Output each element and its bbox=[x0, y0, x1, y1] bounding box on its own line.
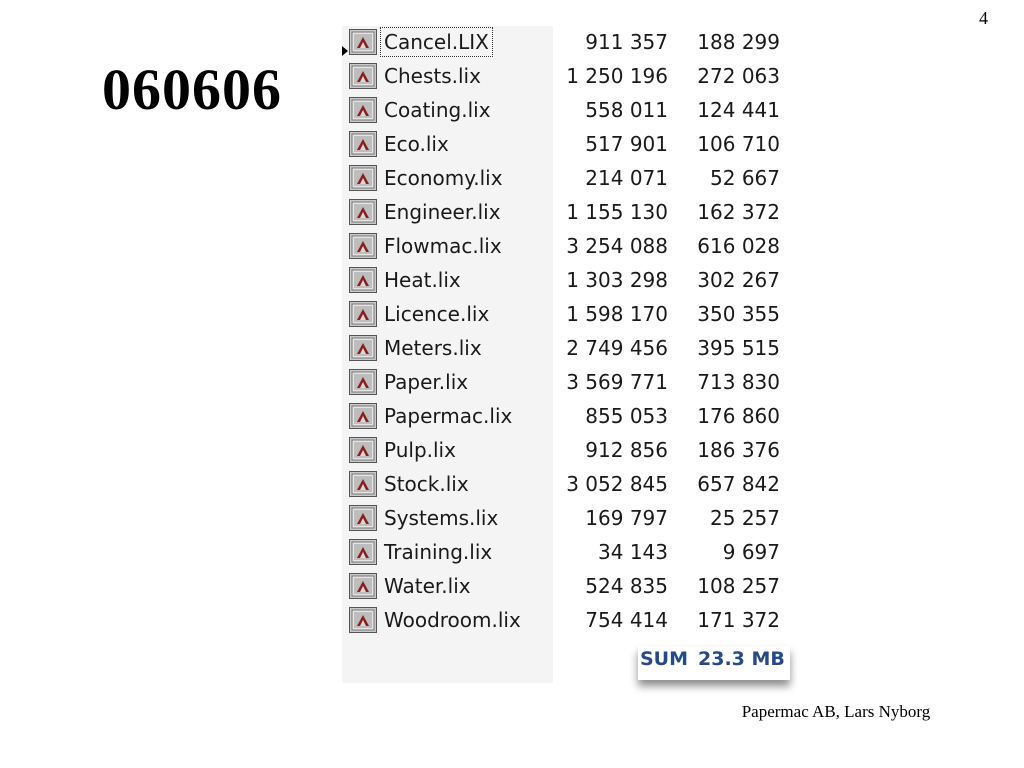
lix-file-icon bbox=[349, 233, 377, 259]
lix-file-icon bbox=[349, 267, 377, 293]
file-size-compressed: 25 257 bbox=[710, 506, 780, 530]
file-row[interactable] bbox=[342, 536, 794, 570]
file-size-compressed: 124 441 bbox=[697, 98, 780, 122]
file-row[interactable] bbox=[342, 570, 794, 604]
file-row[interactable] bbox=[342, 162, 794, 196]
lix-file-icon bbox=[349, 335, 377, 361]
file-name[interactable]: Paper.lix bbox=[384, 370, 469, 394]
file-size-original: 754 414 bbox=[585, 608, 668, 632]
slide-number: 4 bbox=[979, 8, 988, 28]
file-size-compressed: 9 697 bbox=[722, 540, 780, 564]
file-size-compressed: 162 372 bbox=[697, 200, 780, 224]
file-size-compressed: 52 667 bbox=[710, 166, 780, 190]
lix-file-icon bbox=[349, 63, 377, 89]
file-row[interactable] bbox=[342, 332, 794, 366]
file-size-original: 3 569 771 bbox=[566, 370, 668, 394]
slide-title: 060606 bbox=[102, 57, 282, 122]
file-size-original: 3 052 845 bbox=[566, 472, 668, 496]
file-row[interactable] bbox=[342, 26, 794, 60]
file-size-original: 558 011 bbox=[585, 98, 668, 122]
file-size-compressed: 616 028 bbox=[697, 234, 780, 258]
lix-file-icon bbox=[349, 131, 377, 157]
file-size-original: 34 143 bbox=[598, 540, 668, 564]
file-name[interactable]: Woodroom.lix bbox=[384, 608, 521, 632]
lix-file-icon bbox=[349, 505, 377, 531]
file-size-original: 855 053 bbox=[585, 404, 668, 428]
file-name[interactable]: Stock.lix bbox=[384, 472, 469, 496]
file-name[interactable]: Chests.lix bbox=[384, 64, 481, 88]
file-size-original: 1 598 170 bbox=[566, 302, 668, 326]
file-name[interactable]: Eco.lix bbox=[384, 132, 449, 156]
file-size-original: 1 155 130 bbox=[566, 200, 668, 224]
file-row[interactable] bbox=[342, 196, 794, 230]
file-row[interactable] bbox=[342, 434, 794, 468]
file-row[interactable] bbox=[342, 128, 794, 162]
file-size-compressed: 106 710 bbox=[697, 132, 780, 156]
file-row[interactable] bbox=[342, 366, 794, 400]
file-size-original: 3 254 088 bbox=[566, 234, 668, 258]
file-size-compressed: 176 860 bbox=[697, 404, 780, 428]
file-size-compressed: 713 830 bbox=[697, 370, 780, 394]
file-row[interactable] bbox=[342, 60, 794, 94]
file-name[interactable]: Flowmac.lix bbox=[384, 234, 502, 258]
sum-box bbox=[638, 646, 790, 680]
lix-file-icon bbox=[349, 471, 377, 497]
file-name[interactable]: Licence.lix bbox=[384, 302, 490, 326]
file-size-original: 169 797 bbox=[585, 506, 668, 530]
file-name[interactable]: Training.lix bbox=[384, 540, 493, 564]
file-row[interactable] bbox=[342, 230, 794, 264]
file-row[interactable] bbox=[342, 264, 794, 298]
file-size-original: 2 749 456 bbox=[566, 336, 668, 360]
file-size-original: 517 901 bbox=[585, 132, 668, 156]
file-row[interactable] bbox=[342, 400, 794, 434]
lix-file-icon bbox=[349, 607, 377, 633]
file-name[interactable]: Systems.lix bbox=[384, 506, 499, 530]
lix-file-icon bbox=[349, 573, 377, 599]
sum-value: 23.3 MB bbox=[698, 648, 785, 670]
file-size-original: 912 856 bbox=[585, 438, 668, 462]
file-row[interactable] bbox=[342, 94, 794, 128]
slide-footer: Papermac AB, Lars Nyborg bbox=[741, 702, 931, 721]
lix-file-icon bbox=[349, 165, 377, 191]
file-row[interactable] bbox=[342, 468, 794, 502]
file-size-compressed: 302 267 bbox=[697, 268, 780, 292]
file-size-original: 1 250 196 bbox=[566, 64, 668, 88]
file-size-compressed: 272 063 bbox=[697, 64, 780, 88]
file-row[interactable] bbox=[342, 298, 794, 332]
file-name[interactable]: Water.lix bbox=[384, 574, 471, 598]
file-name[interactable]: Engineer.lix bbox=[384, 200, 501, 224]
file-row[interactable] bbox=[342, 604, 794, 638]
file-size-original: 524 835 bbox=[585, 574, 668, 598]
file-size-original: 1 303 298 bbox=[566, 268, 668, 292]
lix-file-icon bbox=[349, 301, 377, 327]
file-size-compressed: 657 842 bbox=[697, 472, 780, 496]
file-name[interactable]: Heat.lix bbox=[384, 268, 461, 292]
file-list bbox=[342, 26, 794, 638]
file-size-compressed: 186 376 bbox=[697, 438, 780, 462]
file-size-compressed: 108 257 bbox=[697, 574, 780, 598]
file-name[interactable]: Cancel.LIX bbox=[381, 28, 492, 56]
lix-file-icon bbox=[349, 437, 377, 463]
file-name[interactable]: Pulp.lix bbox=[384, 438, 456, 462]
file-size-compressed: 350 355 bbox=[697, 302, 780, 326]
lix-file-icon bbox=[349, 539, 377, 565]
file-size-compressed: 395 515 bbox=[697, 336, 780, 360]
sum-label: SUM bbox=[640, 648, 689, 670]
lix-file-icon bbox=[349, 369, 377, 395]
lix-file-icon bbox=[349, 403, 377, 429]
file-size-compressed: 188 299 bbox=[697, 30, 780, 54]
file-name[interactable]: Meters.lix bbox=[384, 336, 482, 360]
file-name[interactable]: Papermac.lix bbox=[384, 404, 513, 428]
file-row[interactable] bbox=[342, 502, 794, 536]
file-size-original: 911 357 bbox=[585, 30, 668, 54]
lix-file-icon bbox=[349, 97, 377, 123]
file-name[interactable]: Coating.lix bbox=[384, 98, 491, 122]
file-size-compressed: 171 372 bbox=[697, 608, 780, 632]
file-size-original: 214 071 bbox=[585, 166, 668, 190]
lix-file-icon bbox=[349, 199, 377, 225]
file-name[interactable]: Economy.lix bbox=[384, 166, 503, 190]
lix-file-icon bbox=[349, 29, 377, 55]
file-size-panel bbox=[342, 26, 794, 686]
